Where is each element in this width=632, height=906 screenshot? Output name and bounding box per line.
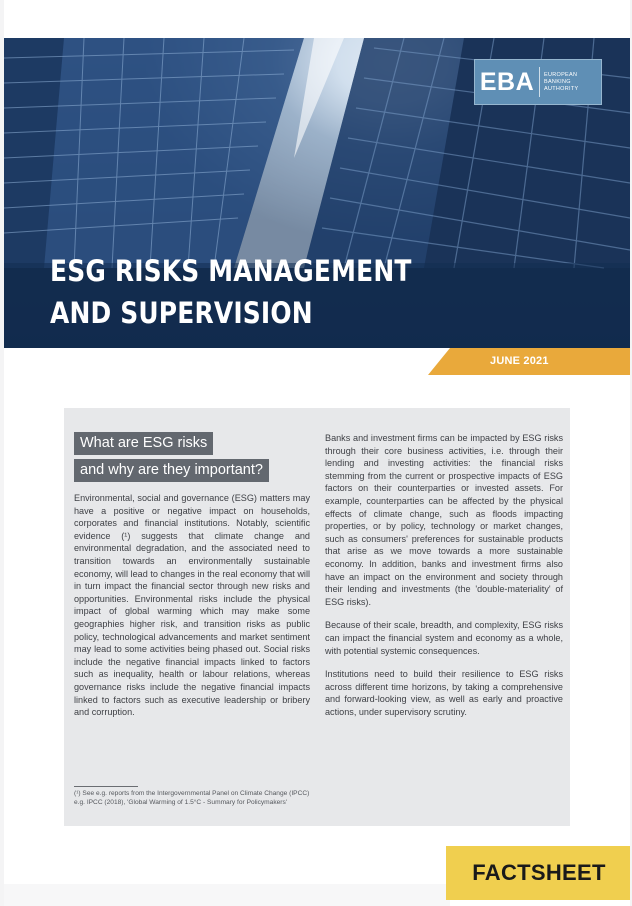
date-banner <box>450 348 630 375</box>
eba-logo-name <box>539 67 578 97</box>
left-column-text: Environmental, social and governance (ESG) matters may have a positive or negative impact on households, corporates and financial institutions. Notably, scientific evidence (¹) suggests that climate change and environmental degradation, and the associated need to transition towards an environmentally sustainable economy, will lead to changes in the real economy that will in turn impact the financial sector through new risks and opportunities. Environmental risks include the physical impact of global warming which may make some geographies higher risk, and transition risks as public policy, technological advancements and market sentiment may lead to some activities being phased out. Social risks include the negative financial impacts linked to factors such as inequality, health or labour relations, whereas governance risks include the negative financial impacts linked to factors such as executive leadership or bribery and corruption. <box>74 493 310 718</box>
title-line-2: AND SUPERVISION <box>50 296 313 330</box>
publication-date: JUNE 2021 <box>490 355 549 367</box>
document-title <box>50 250 412 334</box>
cover-hero-image <box>4 38 630 348</box>
title-line-1: ESG RISKS MANAGEMENT <box>50 254 412 288</box>
eba-logo-mark: EBA <box>479 67 535 96</box>
content-panel <box>64 408 570 826</box>
page-bottom-edge <box>4 884 450 906</box>
section-heading <box>74 432 269 486</box>
right-paragraph-1: Banks and investment firms can be impacted by ESG risks through their core business activities, i.e. through their lending and investing activities: the financial risks stemming from the current or prospective impacts of ESG factors on their counterparties or invested assets. For example, counterparties can be affected by the physical effects of climate change, such as floods impacting properties, or by policy, technology or market changes, such as consumers' preferences for sustainable products that arise as we move towards a more sustainable economy. In addition, banks and investment firms also have an impact on the environment and society through their lending and investments (the 'double-materiality' of ESG risks). <box>325 433 563 607</box>
eba-logo-line1: EUROPEAN <box>544 71 578 78</box>
eba-logo-line2: BANKING <box>544 78 571 85</box>
right-paragraph-2: Because of their scale, breadth, and complexity, ESG risks can impact the financial system and economy as a whole, with potential systemic consequences. <box>325 620 563 656</box>
eba-logo-line3: AUTHORITY <box>544 85 579 92</box>
footnote-divider <box>74 786 138 787</box>
right-paragraph-3: Institutions need to build their resilience to ESG risks across different time horizons, by taking a comprehensive and forward-looking view, as well as early and proactive actions, under supervisory scrutiny. <box>325 669 563 717</box>
eba-logo <box>474 59 602 105</box>
section-heading-line-1: What are ESG risks <box>74 432 213 455</box>
footnote: (¹) See e.g. reports from the Intergovernmental Panel on Climate Change (IPCC) e.g. IPCC (2018), 'Global Warming of 1.5°C - Summary for Policymakers' <box>74 790 310 806</box>
right-column <box>325 432 563 729</box>
factsheet-page <box>4 0 630 906</box>
factsheet-badge: FACTSHEET <box>446 846 630 900</box>
section-heading-line-2: and why are they important? <box>74 459 269 482</box>
